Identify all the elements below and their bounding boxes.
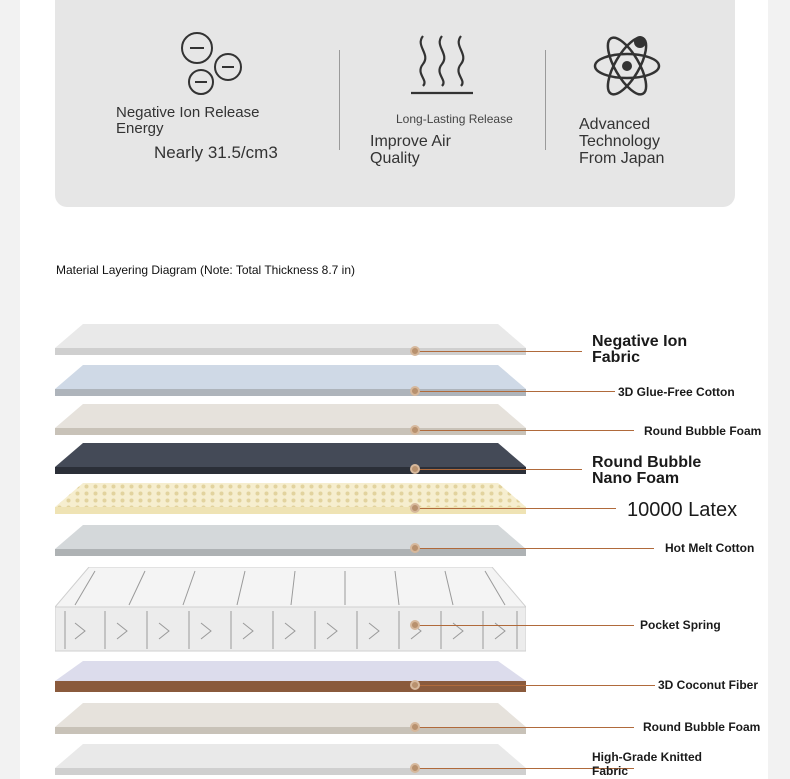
leader-line [415, 548, 654, 549]
feature-divider [545, 50, 546, 150]
layer-label: Round Bubble Nano Foam [592, 454, 702, 487]
layer-label: Round Bubble Foam [643, 720, 761, 734]
feature-divider [339, 50, 340, 150]
diagram-title: Material Layering Diagram (Note: Total Thickness 8.7 in) [56, 263, 356, 277]
layer-swatch-pocket-spring [55, 567, 526, 653]
layer-swatch-knitted-fabric [55, 744, 526, 776]
leader-line [415, 391, 615, 392]
leader-dot [410, 680, 420, 690]
layer-label: 3D Glue-Free Cotton [618, 385, 735, 399]
leader-dot [410, 763, 420, 773]
negative-ion-icon [179, 32, 243, 96]
feature-title: Negative Ion Release Energy [116, 104, 260, 137]
layer-label: 10000 Latex [627, 499, 738, 521]
leader-line [415, 508, 616, 509]
leader-dot [410, 543, 420, 553]
layer-swatch-nano-foam [55, 443, 526, 475]
leader-dot [410, 425, 420, 435]
leader-line [415, 469, 582, 470]
leader-line [415, 727, 634, 728]
feature-title: Improve Air Quality [370, 133, 451, 167]
feature-value: Nearly 31.5/cm3 [154, 143, 278, 162]
feature-title: Advanced Technology From Japan [579, 116, 665, 167]
layer-swatch-latex [55, 483, 526, 515]
atom-icon [593, 32, 661, 98]
heat-waves-icon [409, 32, 475, 96]
layer-swatch-round-bubble-foam [55, 703, 526, 735]
layer-label: Pocket Spring [640, 618, 721, 632]
layer-label: Round Bubble Foam [644, 424, 762, 438]
leader-dot [410, 386, 420, 396]
layer-label: 3D Coconut Fiber [658, 678, 759, 692]
leader-dot [410, 503, 420, 513]
leader-dot [410, 620, 420, 630]
layer-swatch-coconut-fiber [55, 661, 526, 693]
layer-swatch-hot-melt-cotton [55, 525, 526, 557]
feature-panel [55, 0, 735, 207]
leader-line [415, 351, 582, 352]
leader-dot [410, 722, 420, 732]
leader-line [415, 430, 634, 431]
layer-label: High-Grade Knitted Fabric [592, 750, 702, 778]
layer-label: Negative Ion Fabric [592, 333, 688, 366]
leader-dot [410, 464, 420, 474]
leader-line [415, 625, 634, 626]
feature-subtitle: Long-Lasting Release [396, 112, 513, 126]
leader-dot [410, 346, 420, 356]
layer-label: Hot Melt Cotton [665, 541, 755, 555]
leader-line [415, 685, 655, 686]
layer-swatch-round-bubble-foam [55, 404, 526, 436]
layer-swatch-glue-free-cotton [55, 365, 526, 397]
